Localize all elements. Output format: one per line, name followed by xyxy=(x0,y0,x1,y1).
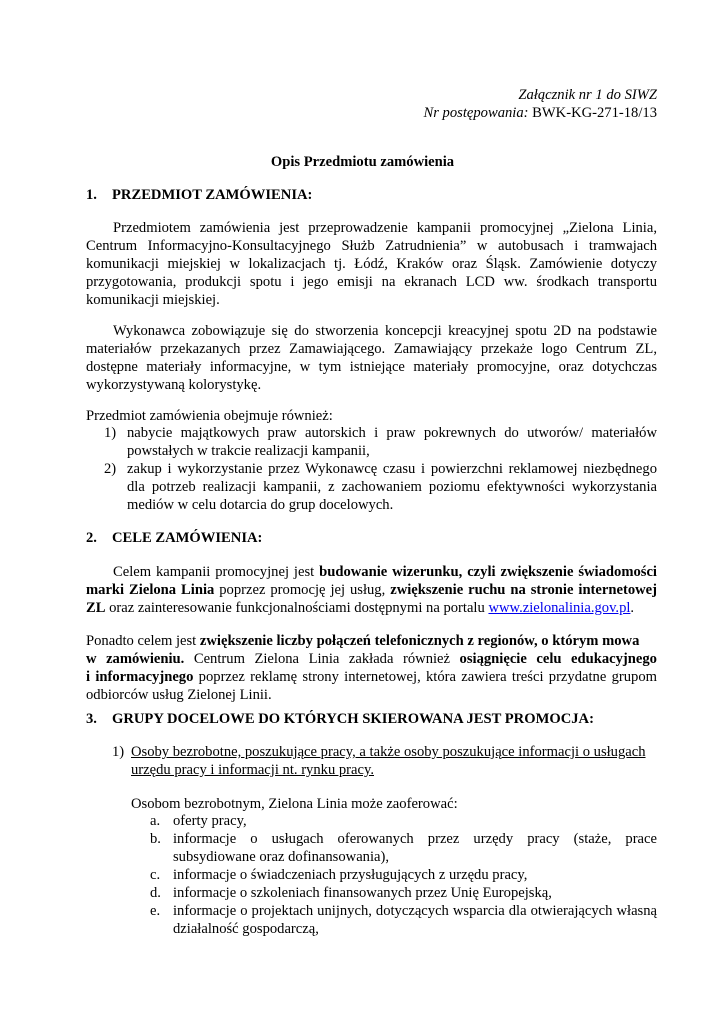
section-2-number: 2. xyxy=(86,530,97,546)
paragraph-line xyxy=(86,581,657,599)
paragraph-line: komunikacji miejskiej. xyxy=(86,292,220,308)
list-marker: 1) xyxy=(104,425,117,441)
document-title: Opis Przedmiotu zamówienia xyxy=(270,154,455,170)
paragraph-line: dostępne materiały informacyjne, w tym istniejące materiały promocyjne, oraz dotychczas xyxy=(86,359,657,375)
paragraph-line xyxy=(86,599,634,617)
text-run-bold: ZL xyxy=(86,600,106,616)
section-3-heading: GRUPY DOCELOWE DO KTÓRYCH SKIEROWANA JEST PROMOCJA: xyxy=(112,711,594,727)
list-item-line: Osoby bezrobotne, poszukujące pracy, a także osoby poszukujące informacji o usługach xyxy=(131,744,646,760)
paragraph-line: Osobom bezrobotnym, Zielona Linia może zaoferować: xyxy=(131,796,458,812)
text-run: Centrum Zielona Linia zakłada również xyxy=(184,651,460,667)
list-marker: c. xyxy=(150,867,161,883)
paragraph-line xyxy=(86,650,657,668)
paragraph-line: przygotowania, produkcji spotu i jego emisji na ekranach LCD ww. środkach transportu xyxy=(86,274,657,290)
paragraph-line xyxy=(113,563,657,581)
paragraph-line xyxy=(86,668,657,686)
list-marker: 2) xyxy=(104,461,117,477)
list-item-line: działalność gospodarczą, xyxy=(173,921,319,937)
text-run: . xyxy=(630,600,635,616)
list-item-line: oferty pracy, xyxy=(173,813,247,829)
text-run-bold: osiągnięcie celu edukacyjnego xyxy=(459,651,657,667)
list-marker: e. xyxy=(150,903,161,919)
paragraph-line: wykorzystywaną kolorystykę. xyxy=(86,377,262,393)
text-run-bold: zwiększenie ruchu na stronie internetowej xyxy=(390,582,657,598)
list-item-line: dla potrzeb realizacji kampanii, z zachowaniem poziomu efektywności wykorzystania xyxy=(127,479,657,495)
list-marker: 1) xyxy=(112,744,125,760)
paragraph-line: Wykonawca zobowiązuje się do stworzenia koncepcji kreacyjnej spotu 2D na podstawie xyxy=(113,323,657,339)
list-item-line: subsydiowane oraz dofinansowania), xyxy=(173,849,390,865)
text-run-bold: w zamówieniu. xyxy=(86,651,185,667)
annex-label: Załącznik nr 1 do SIWZ xyxy=(518,87,657,103)
case-number-line xyxy=(424,104,658,122)
portal-link[interactable]: www.zielonalinia.gov.pl xyxy=(488,600,631,616)
paragraph-line xyxy=(86,632,639,650)
paragraph-line: Przedmiot zamówienia obejmuje również: xyxy=(86,408,333,424)
list-marker: b. xyxy=(150,831,161,847)
text-run: Celem kampanii promocyjnej jest xyxy=(113,564,320,580)
list-item-line: urzędu pracy i informacji nt. rynku pracy. xyxy=(131,762,374,778)
list-item-line: nabycie majątkowych praw autorskich i praw pokrewnych do utworów/ materiałów xyxy=(127,425,657,441)
text-run-bold: budowanie wizerunku, czyli zwiększenie świadomości xyxy=(319,564,657,580)
list-item-line: zakup i wykorzystanie przez Wykonawcę czasu i powierzchni reklamowej niezbędnego xyxy=(127,461,657,477)
section-1-heading: PRZEDMIOT ZAMÓWIENIA: xyxy=(112,187,313,203)
list-item-line: informacje o usługach oferowanych przez urzędy pracy (staże, prace xyxy=(173,831,657,847)
paragraph-line: Przedmiotem zamówienia jest przeprowadzenie kampanii promocyjnej „Zielona Linia, xyxy=(113,220,657,236)
text-run: poprzez promocję jej usług, xyxy=(214,582,391,598)
text-run: oraz zainteresowanie funkcjonalnościami dostępnymi na portalu xyxy=(105,600,489,616)
text-run-bold: zwiększenie liczby połączeń telefonicznych z regionów, o którym mowa xyxy=(199,633,640,649)
text-run: poprzez reklamę strony internetowej, która zawiera treści przydatne grupom xyxy=(193,669,657,685)
section-1-number: 1. xyxy=(86,187,97,203)
list-item-line: informacje o świadczeniach przysługujących z urzędu pracy, xyxy=(173,867,528,883)
list-marker: d. xyxy=(150,885,161,901)
list-item-line: mediów w celu dotarcia do grup docelowych. xyxy=(127,497,394,513)
case-number-value: BWK-KG-271-18/13 xyxy=(532,105,657,121)
text-run: Ponadto celem jest xyxy=(86,633,200,649)
list-item-line: informacje o projektach unijnych, dotyczących wsparcia dla otwierających własną xyxy=(173,903,657,919)
paragraph-line: komunikacji miejskiej w lokalizacjach tj. Łódź, Kraków oraz Śląsk. Zamówienie dotyczy xyxy=(86,256,657,272)
case-number-label: Nr postępowania: xyxy=(423,105,529,121)
text-run-bold: marki Zielona Linia xyxy=(86,582,215,598)
paragraph-line: odbiorców usług Zielonej Linii. xyxy=(86,687,272,703)
paragraph-line: Centrum Informacyjno-Konsultacyjnego Służb Zatrudnienia” w autobusach i tramwajach xyxy=(86,238,657,254)
list-item-line: informacje o szkoleniach finansowanych przez Unię Europejską, xyxy=(173,885,552,901)
list-marker: a. xyxy=(150,813,161,829)
paragraph-line: materiałów przekazanych przez Zamawiającego. Zamawiający przekaże logo Centrum ZL, xyxy=(86,341,657,357)
section-2-heading: CELE ZAMÓWIENIA: xyxy=(112,530,263,546)
list-item-line: powstałych w trakcie realizacji kampanii, xyxy=(127,443,370,459)
section-3-number: 3. xyxy=(86,711,97,727)
text-run-bold: i informacyjnego xyxy=(86,669,194,685)
